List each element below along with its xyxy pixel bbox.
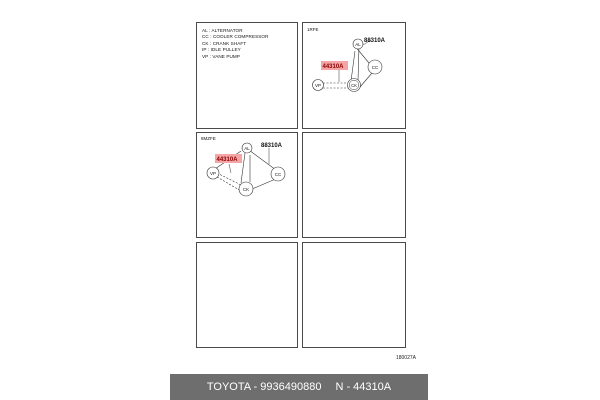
empty-panel: [196, 242, 298, 348]
belt-line-dashed: [217, 177, 241, 191]
legend-panel: [196, 22, 298, 129]
part-number-88310a: 88310A: [364, 38, 386, 44]
part-number-44310a[interactable]: 44310A: [216, 157, 238, 163]
part-info-bar: [170, 374, 428, 400]
pulley-label-vp: VP: [314, 82, 322, 88]
pulley-label-ck: CK: [351, 82, 357, 88]
legend-item-idle-pulley: IP : IDLE PULLEY: [202, 47, 241, 53]
brand-name: TOYOTA: [206, 381, 251, 393]
legend-item-alternator: AL : ALTERNATOR: [202, 28, 243, 33]
part-number-label: N - 44310A: [335, 381, 392, 393]
callout-line: [229, 164, 231, 173]
pulley-label-al: AL: [244, 145, 250, 151]
part-number-44310a[interactable]: 44310A: [322, 64, 344, 70]
pulley-label-al: AL: [355, 41, 361, 47]
pulley-label-vp: VP: [209, 170, 217, 176]
empty-panel: [302, 132, 406, 238]
belt-diagram-panel-2: [196, 132, 298, 238]
engine-tag: 1RFE: [307, 27, 319, 32]
pulley-label-cc: CC: [371, 64, 379, 70]
engine-tag: 8MZFE: [201, 136, 216, 141]
pulley-label-ck: CK: [242, 186, 250, 192]
belt-line: [358, 46, 359, 81]
belt-diagram-1: [303, 23, 407, 130]
footer-brand-number: [207, 381, 322, 393]
belt-diagram-panel-1: [302, 22, 406, 129]
belt-line: [351, 51, 355, 81]
empty-panel: [302, 242, 406, 348]
pulley-label-cc: CC: [274, 171, 282, 177]
part-number-88310a: 88310A: [261, 143, 283, 149]
belt-line: [249, 150, 276, 170]
legend-item-cooler-compressor: CC : COOLER COMPRESSOR: [202, 34, 269, 40]
figure-code: 180027A: [395, 355, 416, 361]
catalog-number: 9936490880: [260, 381, 322, 393]
legend-item-vane-pump: VP : VANE PUMP: [202, 53, 240, 59]
belt-diagram-2: [197, 133, 299, 239]
belt-line: [360, 73, 372, 87]
separator: -: [250, 381, 261, 393]
legend-item-crank-shaft: CK : CRANK SHAFT: [202, 40, 247, 46]
legend: [202, 28, 269, 60]
